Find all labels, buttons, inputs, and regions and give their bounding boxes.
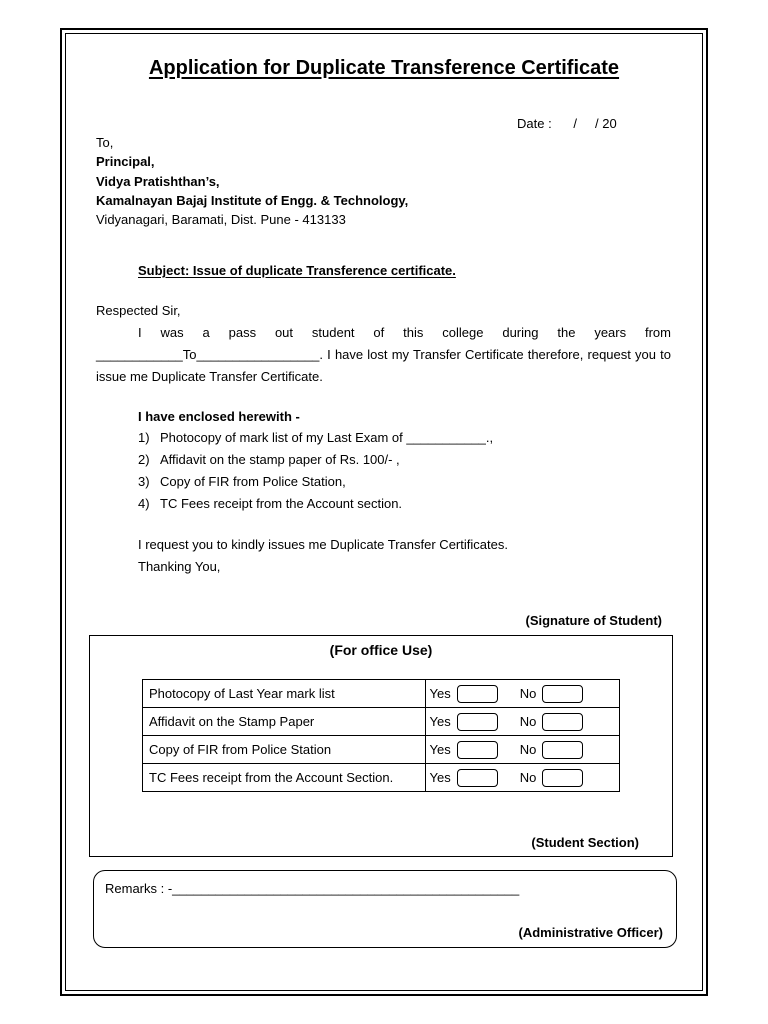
list-item: 4) TC Fees receipt from the Account section. (138, 496, 403, 511)
table-row (143, 708, 620, 736)
address-to: To, (96, 135, 114, 150)
request-line: I request you to kindly issues me Duplicate Transfer Certificates. (138, 537, 508, 552)
checklist-options (425, 708, 619, 736)
enclosures-list (138, 427, 493, 515)
yes-checkbox[interactable] (457, 769, 498, 787)
subject-line: Subject: Issue of duplicate Transference certificate. (138, 263, 456, 278)
table-row (143, 764, 620, 792)
yes-checkbox[interactable] (457, 685, 498, 703)
body-paragraph: I was a pass out student of this college during the years from ____________To_________________. I have lost my Transfer Certificate therefore, request you to issue me Duplicate Transfer Certificate. (96, 325, 671, 384)
closing: Thanking You, (138, 559, 221, 574)
yes-checkbox[interactable] (457, 713, 498, 731)
list-item: 3) Copy of FIR from Police Station, (138, 474, 346, 489)
yes-label: Yes (429, 714, 451, 729)
date-line: Date : / / 20 (517, 116, 617, 131)
no-label: No (519, 770, 537, 785)
no-checkbox[interactable] (542, 713, 583, 731)
no-label: No (519, 742, 537, 757)
list-item: 1) Photocopy of mark list of my Last Exam of ___________., (138, 430, 494, 445)
table-row (143, 680, 620, 708)
checklist-options (425, 764, 619, 792)
yes-label: Yes (429, 686, 451, 701)
no-label: No (519, 686, 537, 701)
yes-label: Yes (429, 770, 451, 785)
address-location: Vidyanagari, Baramati, Dist. Pune - 413133 (96, 212, 346, 227)
no-checkbox[interactable] (542, 769, 583, 787)
document-title: Application for Duplicate Transference Certificate (148, 57, 620, 79)
checklist-label: Copy of FIR from Police Station (143, 736, 426, 764)
office-use-heading: (For office Use) (329, 642, 433, 658)
yes-label: Yes (429, 742, 451, 757)
enclosures-heading: I have enclosed herewith - (138, 409, 300, 424)
office-checklist-table (142, 679, 620, 792)
checklist-options (425, 680, 619, 708)
address-recipient: Principal, (96, 154, 155, 169)
student-signature-label: (Signature of Student) (525, 613, 662, 628)
student-section-label: (Student Section) (531, 835, 639, 850)
checklist-label: TC Fees receipt from the Account Section. (143, 764, 426, 792)
checklist-options (425, 736, 619, 764)
yes-checkbox[interactable] (457, 741, 498, 759)
address-society: Vidya Pratishthan’s, (96, 174, 220, 189)
no-checkbox[interactable] (542, 741, 583, 759)
checklist-label: Photocopy of Last Year mark list (143, 680, 426, 708)
no-label: No (519, 714, 537, 729)
list-item: 2) Affidavit on the stamp paper of Rs. 100/- , (138, 452, 400, 467)
checklist-label: Affidavit on the Stamp Paper (143, 708, 426, 736)
salutation: Respected Sir, (96, 303, 181, 318)
table-row (143, 736, 620, 764)
administrative-officer-label: (Administrative Officer) (518, 925, 663, 940)
remarks-field[interactable]: Remarks : -________________________________________________ (105, 881, 520, 896)
address-institute: Kamalnayan Bajaj Institute of Engg. & Technology, (96, 193, 409, 208)
no-checkbox[interactable] (542, 685, 583, 703)
